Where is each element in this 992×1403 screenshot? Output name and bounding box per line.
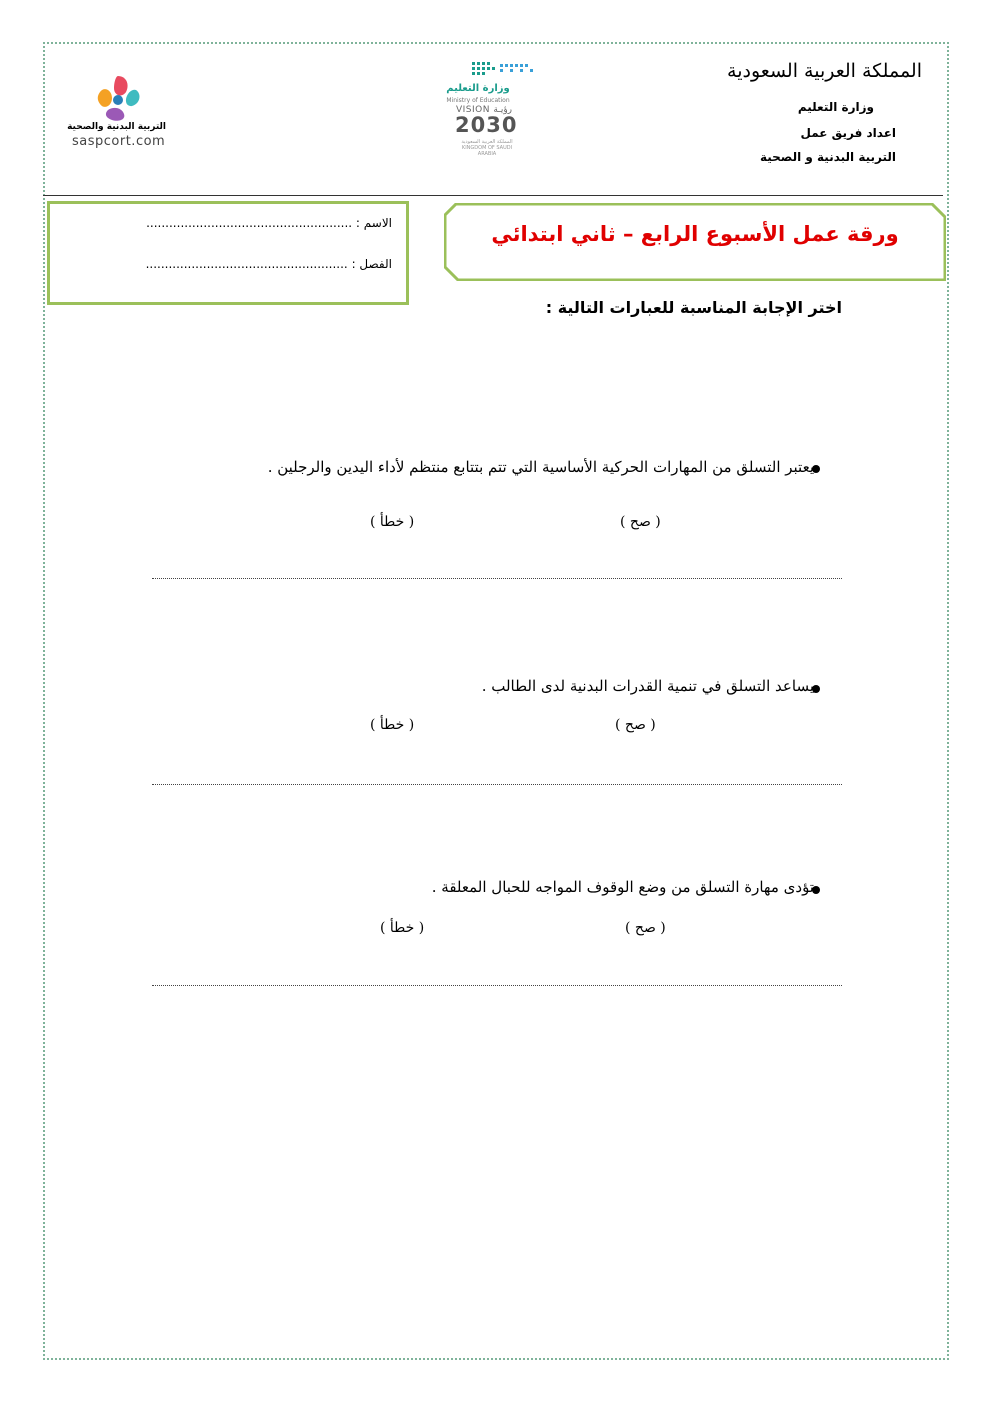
question-3: تؤدى مهارة التسلق من وضع الوقوف المواجه للحبال المعلقة .: [431, 878, 814, 896]
name-row: [146, 216, 392, 230]
department-name: التربية البدنية و الصحية: [759, 150, 896, 164]
prepared-by: اعداد فريق عمل: [800, 126, 896, 140]
answer-line-3: [152, 985, 842, 986]
ministry-logo-icon: [470, 60, 536, 80]
true-option-2[interactable]: ( صح ): [615, 717, 656, 733]
answer-line-1: [152, 578, 842, 579]
worksheet-title: ورقة عمل الأسبوع الرابع – ثاني ابتدائي: [491, 222, 899, 246]
ministry-logo-en: Ministry of Education: [446, 97, 510, 104]
answer-line-2: [152, 784, 842, 785]
instruction: اختر الإجابة المناسبة للعبارات التالية :: [545, 298, 842, 317]
question-1: يعتبر التسلق من المهارات الحركية الأساسية التي تتم بتتابع منتظم لأداء اليدين والرجلين .: [267, 458, 814, 476]
vision-word: VISION رؤيـة: [456, 105, 513, 115]
false-option-2[interactable]: ( خطأ ): [370, 717, 415, 733]
false-option-1[interactable]: ( خطأ ): [370, 514, 415, 530]
ministry-logo-ar: وزارة التعليم: [446, 83, 510, 94]
site-url: saspcort.com: [72, 134, 166, 149]
vision-year: 2030: [455, 113, 518, 137]
name-label: الاسم :: [355, 216, 392, 230]
question-2: يساعد التسلق في تنمية القدرات البدنية لدى الطالب .: [481, 677, 814, 695]
name-field[interactable]: ......................................................: [146, 216, 353, 230]
kingdom-title: المملكة العربية السعودية: [727, 60, 922, 82]
student-info-box: [47, 201, 409, 305]
false-option-3[interactable]: ( خطأ ): [380, 920, 425, 936]
site-logo-ar: التربية البدنية والصحية: [67, 122, 166, 132]
ministry-name: وزارة التعليم: [797, 100, 874, 114]
class-row: [146, 257, 392, 271]
kingdom-caption: المملكة العربية السعودية KINGDOM OF SAUDI ARABIA: [461, 139, 513, 157]
site-logo-icon: [92, 72, 144, 124]
true-option-3[interactable]: ( صح ): [625, 920, 666, 936]
class-field[interactable]: .....................................................: [145, 257, 348, 271]
header-divider: [43, 195, 943, 196]
class-label: الفصل :: [351, 257, 392, 271]
true-option-1[interactable]: ( صح ): [620, 514, 661, 530]
